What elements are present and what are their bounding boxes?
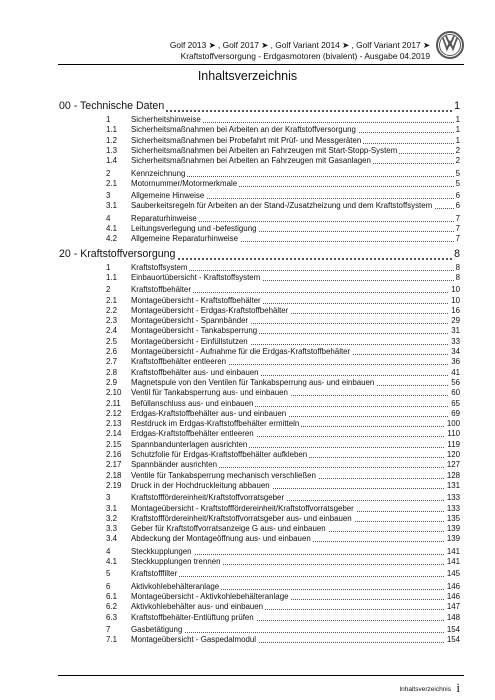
toc-page-number: 148: [446, 612, 460, 622]
toc-number: 2.15: [106, 439, 122, 449]
toc-title: Ventile für Tankabsperrung mechanisch verschließen: [131, 470, 316, 480]
toc-number: 1: [106, 262, 111, 272]
toc-page-number: 8: [455, 262, 460, 272]
toc-title: Montageübersicht - Spannbänder: [131, 316, 249, 326]
toc-title: Kennzeichnung: [131, 168, 186, 178]
toc-title: Ventil für Tankabsperrung aus- und einbauen: [131, 388, 288, 398]
toc-number: 2.2: [106, 305, 117, 315]
toc-title: Montageübersicht - Erdgas-Kraftstoffbehälter: [131, 305, 289, 315]
toc-number: 3.2: [106, 513, 117, 523]
toc-page-number: 141: [446, 557, 460, 566]
toc-title: Motornummer/Motormerkmale: [131, 178, 238, 188]
toc-title: Allgemeine Reparaturhinweise: [131, 234, 239, 244]
toc-page-number: 128: [446, 470, 460, 480]
toc-page-number: 146: [446, 591, 460, 601]
toc-title: Aktivkohlebehälteranlage: [131, 581, 220, 591]
toc-title: Sicherheitsmaßnahmen bei Probefahrt mit Prüf- und Messgeräten: [131, 135, 362, 145]
toc-page-number: 41: [451, 367, 460, 377]
toc-page-number: 69: [451, 408, 460, 418]
toc-title: Kraftstoffbehälter: [131, 285, 191, 295]
toc-number: 6: [106, 581, 111, 591]
toc-title: Montageübersicht - Aufnahme für die Erdgas-Kraftstoffbehälter: [131, 347, 351, 356]
toc-title: Kraftstoffbehälter entleeren: [131, 357, 227, 367]
toc-title: Abdeckung der Montageöffnung aus- und einbauen: [131, 534, 311, 544]
toc-page-number: 1: [455, 115, 460, 124]
toc-title: Restdruck im Erdgas-Kraftstoffbehälter ermitteln: [131, 419, 300, 429]
toc-number: 2.6: [106, 347, 117, 356]
toc-title: Erdgas-Kraftstoffbehälter entleeren: [131, 429, 254, 439]
toc-title: Sicherheitsmaßnahmen bei Arbeiten an Fahrzeugen mit Start-Stopp-System: [131, 145, 398, 155]
toc-number: 2.3: [106, 316, 117, 326]
toc-title: Montageübersicht - Einfüllstutzen: [131, 336, 248, 346]
toc-title: Montageübersicht - Kraftstoffbehälter: [131, 295, 261, 305]
toc-page-number: 131: [446, 480, 460, 490]
toc-title: Befüllanschluss aus- und einbauen: [131, 398, 254, 408]
toc-page-number: 60: [451, 388, 460, 398]
toc-page-number: 154: [446, 635, 460, 645]
toc-page-number: 5: [455, 168, 460, 178]
toc-page-number: 110: [447, 429, 460, 439]
toc-page-number: 141: [446, 546, 460, 556]
toc-page-number: 139: [446, 534, 460, 544]
toc-title: Kraftstofffilter: [131, 569, 178, 579]
toc-page-number: 8: [455, 272, 460, 282]
toc-title: Montageübersicht - Tankabsperrung: [131, 326, 258, 336]
header-rule: [58, 64, 464, 65]
toc-title: Einbauortübersicht - Kraftstoffsystem: [131, 272, 261, 282]
toc-page-number: 36: [451, 357, 460, 367]
toc-page-number: 29: [451, 316, 460, 326]
toc-title: Druck in der Hochdruckleitung abbauen: [131, 480, 270, 490]
toc-title: Kraftstofffördereinheit/Kraftstoffvorratsgeber: [131, 493, 285, 503]
toc-number: 4.2: [106, 234, 117, 244]
toc-page-number: 120: [446, 450, 460, 459]
toc-page-number: 8: [454, 247, 460, 260]
toc-title: Steckkupplungen: [131, 546, 192, 556]
toc-title: Steckkupplungen trennen: [131, 557, 221, 566]
toc-number: 2: [106, 285, 111, 295]
toc-number: 2.5: [106, 336, 117, 346]
toc-title: Montageübersicht - Gaspedalmodul: [131, 635, 257, 645]
toc-page-number: 146: [446, 581, 460, 591]
toc-number: 2.16: [106, 450, 122, 459]
toc-number: 2.14: [106, 429, 122, 439]
toc-page-number: 2: [455, 156, 460, 166]
vw-logo-icon: [436, 31, 464, 59]
toc-title: 00 - Technische Daten: [59, 100, 165, 112]
toc-page-number: 133: [446, 503, 460, 513]
toc-title: Montageübersicht - Aktivkohlebehälteranlage: [131, 591, 289, 601]
toc-title: Kraftstoffbehälter aus- und einbauen: [131, 367, 259, 377]
toc-title: Sicherheitshinweise: [131, 115, 201, 124]
toc-page-number: 7: [455, 213, 460, 223]
toc-number: 2.13: [106, 419, 122, 429]
toc-number: 1.1: [106, 272, 117, 282]
toc-number: 2.17: [106, 460, 122, 470]
toc-number: 6.3: [106, 612, 117, 622]
toc-page-number: 10: [451, 285, 460, 295]
toc-number: 7: [106, 624, 111, 634]
toc-number: 2.8: [106, 367, 117, 377]
toc-number: 4: [106, 546, 111, 556]
toc-number: 2.18: [106, 470, 122, 480]
footer-label: Inhaltsverzeichnis: [399, 686, 451, 693]
toc-number: 2.11: [106, 398, 121, 408]
toc-page-number: 31: [451, 326, 460, 336]
toc-page-number: 6: [455, 191, 460, 201]
toc-page-number: 1: [455, 125, 460, 135]
toc-number: 3: [106, 191, 111, 201]
toc-number: 2.7: [106, 357, 117, 367]
toc-number: 5: [106, 569, 111, 579]
footer-page-mark: i: [456, 680, 460, 695]
toc-page-number: 33: [451, 336, 460, 346]
header-subtitle: Kraftstoffversorgung - Erdgasmotoren (bivalent) - Ausgabe 04.2019: [180, 51, 430, 61]
toc-title: Spannbandunterlagen ausrichten: [131, 439, 248, 449]
toc-page-number: 127: [446, 460, 460, 470]
toc-title: Leitungsverlegung und -befestigung: [131, 224, 257, 233]
toc-number: 3.3: [106, 524, 117, 534]
toc-number: 1.4: [106, 156, 117, 166]
toc-number: 1.2: [106, 135, 117, 145]
toc-title: Sicherheitsmaßnahmen bei Arbeiten an Fahrzeugen mit Gasanlagen: [131, 156, 371, 166]
toc-page-number: 16: [451, 305, 460, 315]
toc-title: Allgemeine Hinweise: [131, 191, 205, 201]
toc-page-number: 139: [446, 524, 460, 534]
toc-page-number: 145: [446, 569, 460, 579]
toc-page-number: 2: [455, 145, 460, 155]
toc-number: 1.1: [106, 125, 117, 135]
toc-number: 1: [106, 115, 111, 124]
toc-page-number: 7: [455, 234, 460, 244]
toc-title: Kraftstofffördereinheit/Kraftstoffvorratsgeber aus- und einbauen: [131, 513, 352, 523]
toc-title: Erdgas-Kraftstoffbehälter aus- und einbauen: [131, 408, 287, 418]
toc-page-number: 34: [451, 347, 460, 356]
toc-number: 3.1: [106, 201, 117, 211]
toc-page-number: 1: [454, 100, 460, 112]
toc-page-number: 6: [455, 201, 460, 211]
toc-number: 2.19: [106, 480, 122, 490]
toc-number: 1.3: [106, 145, 117, 155]
toc-number: 4.1: [106, 224, 117, 233]
toc-title: Kraftstoffsystem: [131, 262, 188, 272]
footer-rule: [58, 675, 464, 676]
header-models: Golf 2013 ➤ , Golf 2017 ➤ , Golf Variant 2014 ➤ , Golf Variant 2017 ➤: [169, 40, 430, 50]
toc-number: 2: [106, 168, 111, 178]
toc-page-number: 5: [455, 178, 460, 188]
toc-title: Reparaturhinweise: [131, 213, 197, 223]
toc-title: 20 - Kraftstoffversorgung: [59, 247, 176, 260]
toc-page-number: 100: [446, 419, 460, 429]
toc-number: 2.4: [106, 326, 117, 336]
toc-page-number: 147: [446, 602, 460, 612]
toc-title: Sauberkeitsregeln für Arbeiten an der Stand-/Zusatzheizung und dem Kraftstoffsystem: [131, 201, 433, 211]
toc-number: 3.1: [106, 503, 117, 513]
toc-number: 6.1: [106, 591, 117, 601]
toc-number: 4: [106, 213, 111, 223]
toc-title: Spannbänder ausrichten: [131, 460, 217, 470]
toc-title: Magnetspule von den Ventilen für Tankabsperrung aus- und einbauen: [131, 377, 375, 387]
toc-title: Schutzfolie für Erdgas-Kraftstoffbehälter aufkleben: [131, 450, 308, 459]
toc-page-number: 119: [447, 439, 460, 449]
toc-page-number: 154: [446, 624, 460, 634]
toc-page-number: 65: [451, 398, 460, 408]
toc-number: 2.1: [106, 178, 117, 188]
toc-page-number: 1: [455, 135, 460, 145]
toc-page-number: 10: [451, 295, 460, 305]
page-title: Inhaltsverzeichnis: [197, 69, 298, 83]
toc-title: Sicherheitsmaßnahmen bei Arbeiten an der Kraftstoffversorgung: [131, 125, 356, 135]
toc-title: Kraftstoffbehälter-Entlüftung prüfen: [131, 612, 254, 622]
toc-number: 7.1: [106, 635, 117, 645]
toc-number: 6.2: [106, 602, 117, 612]
toc-title: Montageübersicht - Kraftstofffördereinheit/Kraftstoffvorratsgeber: [131, 503, 354, 513]
toc-title: Gasbetätigung: [131, 624, 183, 634]
toc-number: 4.1: [106, 557, 117, 566]
toc-number: 2.1: [106, 295, 117, 305]
toc-number: 2.10: [106, 388, 122, 398]
toc-number: 3: [106, 493, 111, 503]
toc-page-number: 135: [446, 513, 460, 523]
toc-page-number: 133: [446, 493, 460, 503]
toc-title: Aktivkohlebehälter aus- und einbauen: [131, 602, 264, 612]
toc-number: 3.4: [106, 534, 117, 544]
toc-number: 2.12: [106, 408, 122, 418]
toc-page-number: 56: [451, 377, 460, 387]
toc-number: 2.9: [106, 377, 117, 387]
toc-leader: [131, 576, 460, 577]
toc-title: Geber für Kraftstoffvorratsanzeige G aus- und einbauen: [131, 524, 326, 534]
toc-page-number: 7: [455, 224, 460, 233]
